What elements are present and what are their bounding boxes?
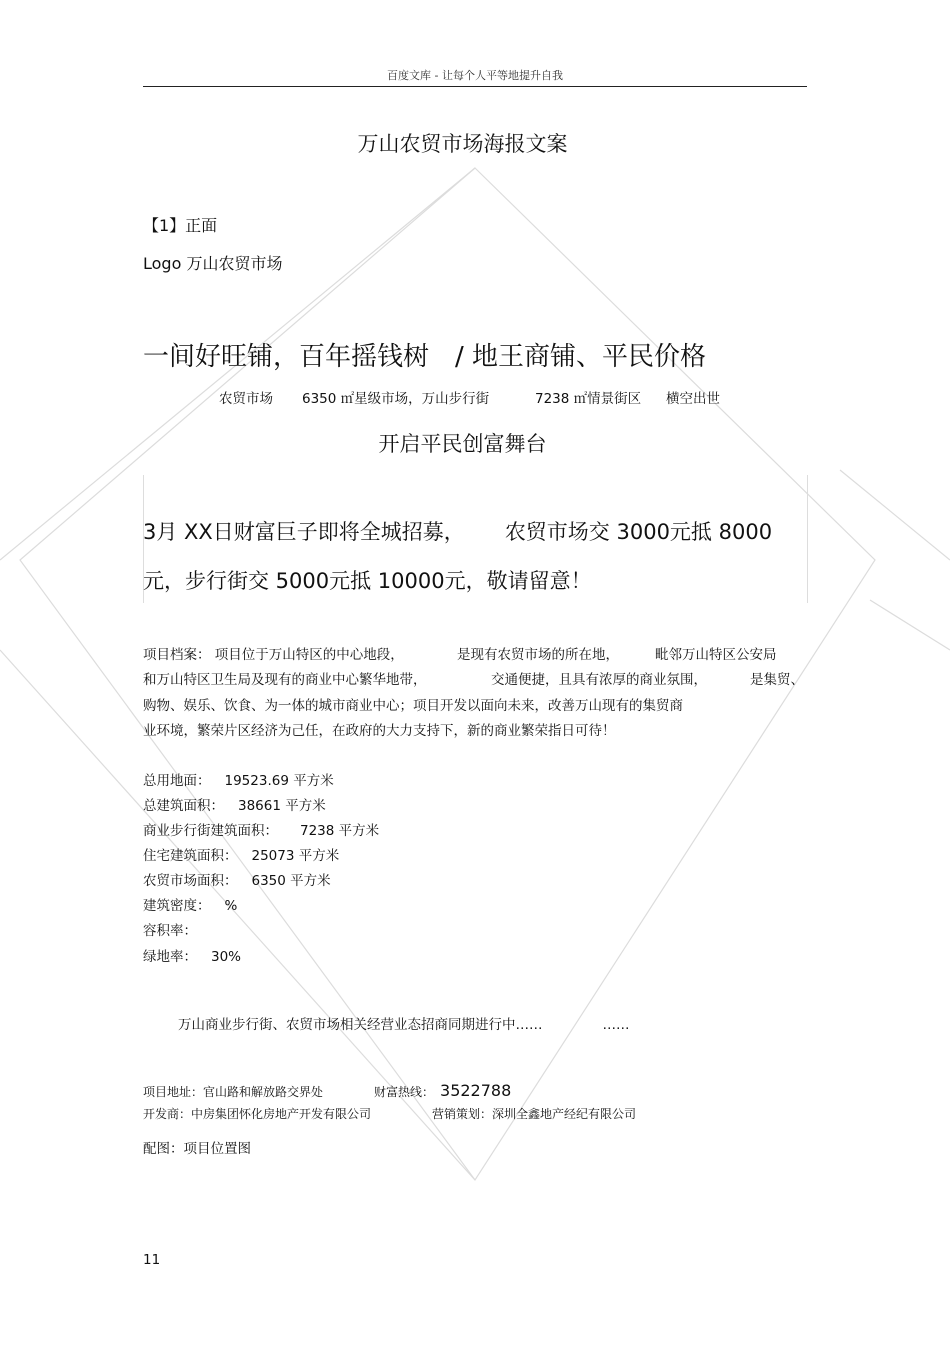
developer: 开发商：中房集团怀化房地产开发有限公司	[143, 1107, 372, 1121]
stat-label: 商业步行街建筑面积：	[143, 823, 278, 839]
hotline-number: 3522788	[440, 1081, 512, 1100]
stat-label: 绿地率：	[143, 949, 197, 965]
notice-line-1a: 3月 XX日财富巨子即将全城招募，	[143, 520, 465, 544]
logo-line: Logo 万山农贸市场	[143, 254, 283, 273]
stat-value: 30%	[211, 949, 242, 965]
info-c: 7238 ㎡情景街区	[535, 391, 642, 407]
subtitle: 开启平民创富舞台	[378, 432, 547, 456]
slogan-part-1: 一间好旺铺，百年摇钱树	[143, 342, 430, 372]
stat-value: 38661 平方米	[238, 798, 326, 814]
stat-label: 总用地面：	[143, 773, 211, 789]
notice-line-1	[143, 516, 772, 546]
stat-value: 6350 平方米	[251, 873, 331, 889]
stat-label: 总建筑面积：	[143, 798, 224, 814]
profile-1b: 是现有农贸市场的所在地，	[457, 647, 619, 663]
stat-row	[143, 794, 326, 814]
stat-row	[143, 894, 237, 914]
stat-value: 7238 平方米	[300, 823, 380, 839]
slogan	[143, 336, 706, 373]
info-a: 农贸市场	[219, 391, 273, 407]
document-title: 万山农贸市场海报文案	[357, 132, 568, 156]
stat-row	[143, 844, 339, 864]
stat-value: 19523.69 平方米	[224, 773, 334, 789]
slogan-part-2: / 地王商铺、平民价格	[455, 342, 707, 372]
profile-2a: 和万山特区卫生局及现有的商业中心繁华地带，	[143, 672, 427, 688]
section-heading: 【1】正面	[143, 216, 218, 235]
notice-line-1b: 农贸市场交 3000元抵 8000	[504, 520, 773, 544]
page-number: 11	[143, 1252, 161, 1268]
marketing-agency: 营销策划：深圳全鑫地产经纪有限公司	[432, 1107, 637, 1121]
stat-row	[143, 869, 331, 889]
stat-row	[143, 769, 334, 789]
invest-text: 万山商业步行街、农贸市场相关经营业态招商同期进行中……	[178, 1017, 543, 1033]
stat-label: 住宅建筑面积：	[143, 848, 238, 864]
profile-2c: 是集贸、	[750, 672, 804, 688]
notice-line-2: 元，步行街交 5000元抵 10000元，敬请留意！	[143, 569, 592, 593]
profile-line-3: 购物、娱乐、饮食、为一体的城市商业中心；项目开发以面向未来，改善万山现有的集贸商	[143, 698, 683, 714]
profile-line-4: 业环境，繁荣片区经济为己任，在政府的大力支持下，新的商业繁荣指日可待！	[143, 723, 616, 739]
header-divider	[143, 86, 807, 87]
info-line	[219, 387, 720, 407]
profile-line-1	[143, 643, 777, 663]
stat-value: %	[224, 898, 238, 914]
figure-caption: 配图：项目位置图	[143, 1141, 251, 1157]
profile-2b: 交通便捷，且具有浓厚的商业氛围，	[491, 672, 707, 688]
contact-line-2	[143, 1105, 636, 1122]
invest-dots: ……	[602, 1017, 630, 1033]
stat-row	[143, 819, 379, 839]
info-b: 6350 ㎡星级市场，万山步行街	[302, 391, 490, 407]
profile-line-2	[143, 668, 804, 688]
stat-label: 农贸市场面积：	[143, 873, 238, 889]
page-header: 百度文库 - 让每个人平等地提升自我	[387, 69, 563, 82]
contact-line-1	[143, 1081, 511, 1100]
stat-label: 建筑密度：	[143, 898, 211, 914]
invest-line	[178, 1013, 630, 1033]
profile-1c: 毗邻万山特区公安局	[655, 647, 777, 663]
stat-label: 容积率：	[143, 923, 197, 939]
profile-1a: 项目档案： 项目位于万山特区的中心地段，	[143, 647, 404, 663]
stat-row	[143, 945, 241, 965]
stat-row	[143, 919, 211, 939]
stat-value: 25073 平方米	[251, 848, 340, 864]
info-d: 横空出世	[666, 391, 720, 407]
hotline-label: 财富热线：	[374, 1085, 435, 1099]
project-address: 项目地址：官山路和解放路交界处	[143, 1085, 324, 1099]
